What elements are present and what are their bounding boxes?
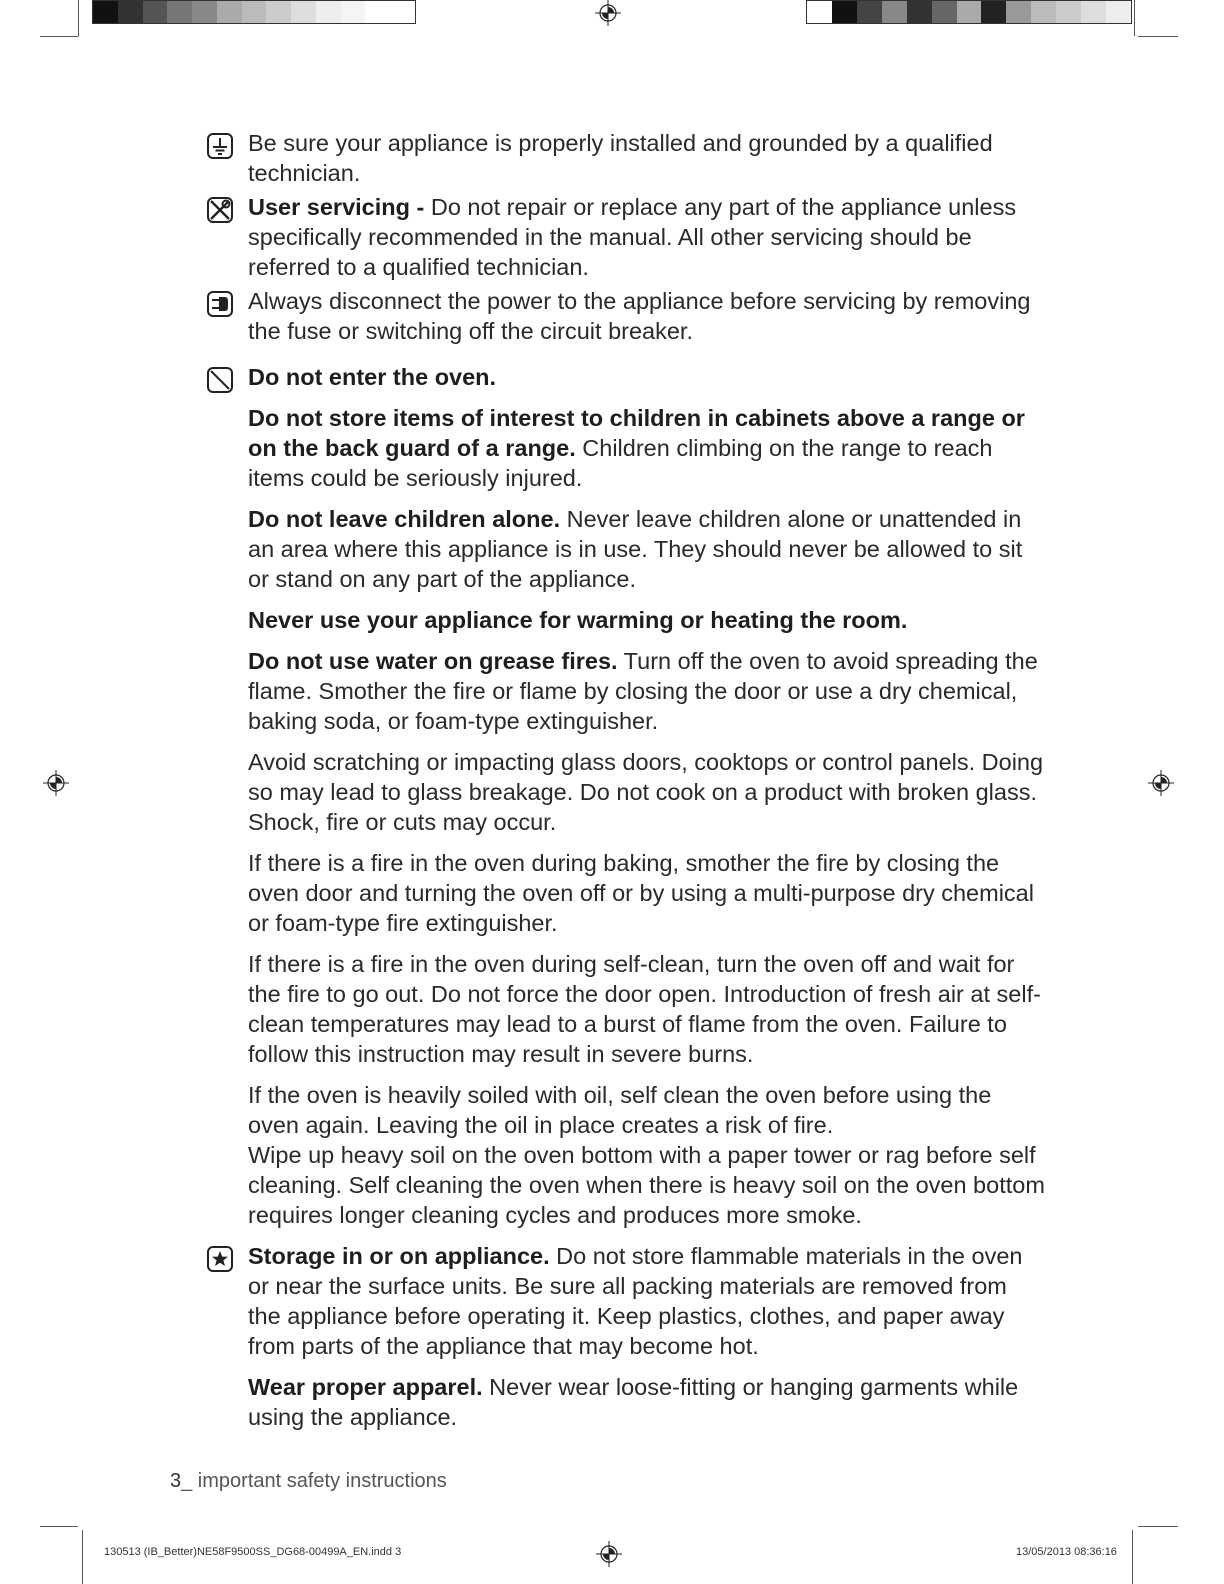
crop-mark (78, 0, 79, 36)
paragraph (206, 605, 1046, 635)
crop-mark (1134, 0, 1135, 36)
paragraph (206, 504, 1046, 594)
color-swatch (932, 1, 957, 23)
entry-title: Do not enter the oven. (248, 364, 497, 390)
color-swatch (1031, 1, 1056, 23)
safety-entry-storage (206, 1241, 1046, 1361)
color-swatch (316, 1, 341, 23)
entry-bold: Storage in or on appliance. (248, 1243, 550, 1269)
color-swatch (390, 1, 415, 23)
color-swatch (192, 1, 217, 23)
crop-mark (40, 36, 78, 37)
color-swatch (807, 1, 832, 23)
print-slug-filename: 130513 (IB_Better)NE58F9500SS_DG68-00499A_EN.indd 3 (104, 1546, 402, 1558)
safety-entry-oven-prohibited (206, 362, 1046, 392)
crop-mark (1138, 36, 1178, 37)
color-bar-right (806, 0, 1132, 24)
crop-mark (40, 1526, 78, 1527)
print-slug-date: 13/05/2013 08:36:16 (1016, 1546, 1117, 1558)
grounding-icon (206, 132, 234, 160)
color-swatch (907, 1, 932, 23)
color-swatch (1056, 1, 1081, 23)
entry-text: Be sure your appliance is properly installed and grounded by a qualified technician. (248, 130, 993, 186)
color-swatch (266, 1, 291, 23)
star-icon (206, 1245, 234, 1273)
color-swatch (882, 1, 907, 23)
prohibited-paragraphs (206, 403, 1046, 1230)
paragraph-text: Never leave children alone or unattended in an area where this appliance is in use. They should never be allowed to sit or stand on any part of the appliance. (248, 506, 1023, 592)
color-swatch (857, 1, 882, 23)
paragraph (206, 848, 1046, 938)
paragraph-text: If there is a fire in the oven during self-clean, turn the oven off and wait for the fire to go out. Do not force the door open. Introduction of fresh air at self-clean temperatures may lead to a burst of flame from the oven. Failure to follow this instruction may result in severe burns. (248, 951, 1041, 1067)
paragraph-text: If there is a fire in the oven during baking, smother the fire by closing the oven door and turning the oven off or by using a multi-purpose dry chemical or foam-type fire extinguisher. (248, 850, 1034, 936)
paragraph-bold: Do not leave children alone. (248, 506, 561, 532)
color-swatch (832, 1, 857, 23)
safety-content (206, 128, 1046, 1432)
safety-entry-user-servicing (206, 192, 1046, 282)
color-bar-left (92, 0, 416, 24)
page-number: 3 (170, 1470, 182, 1492)
paragraph (206, 646, 1046, 736)
crop-mark (1138, 1526, 1178, 1527)
color-swatch (365, 1, 390, 23)
color-swatch (291, 1, 316, 23)
paragraph-text: Turn off the oven to avoid spreading the flame. Smother the fire or flame by closing the door or use a dry chemical, baking soda, or foam-type extinguisher. (248, 648, 1038, 734)
crop-mark (82, 1530, 83, 1584)
paragraph-text: Wipe up heavy soil on the oven bottom with a paper tower or rag before self cleaning. Self cleaning the oven when there is heavy soil on the oven bottom requires longer cleaning cycles and produces more smoke. (248, 1142, 1045, 1228)
paragraph-apparel (206, 1372, 1046, 1432)
crop-mark (1132, 1530, 1133, 1584)
color-swatch (1106, 1, 1131, 23)
color-swatch (1081, 1, 1106, 23)
paragraph-bold: Wear proper apparel. (248, 1374, 483, 1400)
no-servicing-icon (206, 196, 234, 224)
prohibited-icon (206, 366, 234, 394)
color-swatch (341, 1, 366, 23)
registration-target-icon (595, 0, 621, 26)
safety-entry-grounding (206, 128, 1046, 188)
paragraph (206, 403, 1046, 493)
color-swatch (167, 1, 192, 23)
registration-target-icon (43, 770, 69, 796)
paragraph-bold: Never use your appliance for warming or heating the room. (248, 607, 908, 633)
color-swatch (118, 1, 143, 23)
entry-text: Do not store flammable materials in the oven or near the surface units. Be sure all packing materials are removed from the appliance before operating it. Keep plastics, clothes, and paper away from parts of the appliance that may become hot. (248, 1243, 1023, 1359)
color-swatch (1006, 1, 1031, 23)
entry-text: Always disconnect the power to the appliance before servicing by removing the fuse or switching off the circuit breaker. (248, 288, 1031, 344)
color-swatch (242, 1, 267, 23)
entry-bold: User servicing - (248, 194, 431, 220)
registration-target-icon (596, 1541, 622, 1567)
paragraph (206, 949, 1046, 1069)
color-swatch (981, 1, 1006, 23)
color-swatch (957, 1, 982, 23)
safety-entry-disconnect-power (206, 286, 1046, 346)
page-footer (170, 1470, 447, 1493)
registration-target-icon (1148, 770, 1174, 796)
section-title: _ important safety instructions (181, 1470, 447, 1492)
entry-text: Do not repair or replace any part of the appliance unless specifically recommended in the manual. All other servicing should be referred to a qualified technician. (248, 194, 1017, 280)
paragraph-text: Children climbing on the range to reach items could be seriously injured. (248, 435, 993, 491)
paragraph-text: Avoid scratching or impacting glass doors, cooktops or control panels. Doing so may lead to glass breakage. Do not cook on a product with broken glass. Shock, fire or cuts may occur. (248, 749, 1044, 835)
paragraph (206, 1140, 1046, 1230)
unplug-icon (206, 290, 234, 318)
color-swatch (93, 1, 118, 23)
paragraph-text: If the oven is heavily soiled with oil, self clean the oven before using the oven again. Leaving the oil in place creates a risk of fire. (248, 1082, 992, 1138)
paragraph-bold: Do not use water on grease fires. (248, 648, 618, 674)
paragraph (206, 1080, 1046, 1140)
paragraph-text: Never wear loose-fitting or hanging garments while using the appliance. (248, 1374, 1019, 1430)
color-swatch (143, 1, 168, 23)
paragraph-bold: Do not store items of interest to children in cabinets above a range or on the back guard of a range. (248, 405, 1025, 461)
paragraph (206, 747, 1046, 837)
color-swatch (217, 1, 242, 23)
